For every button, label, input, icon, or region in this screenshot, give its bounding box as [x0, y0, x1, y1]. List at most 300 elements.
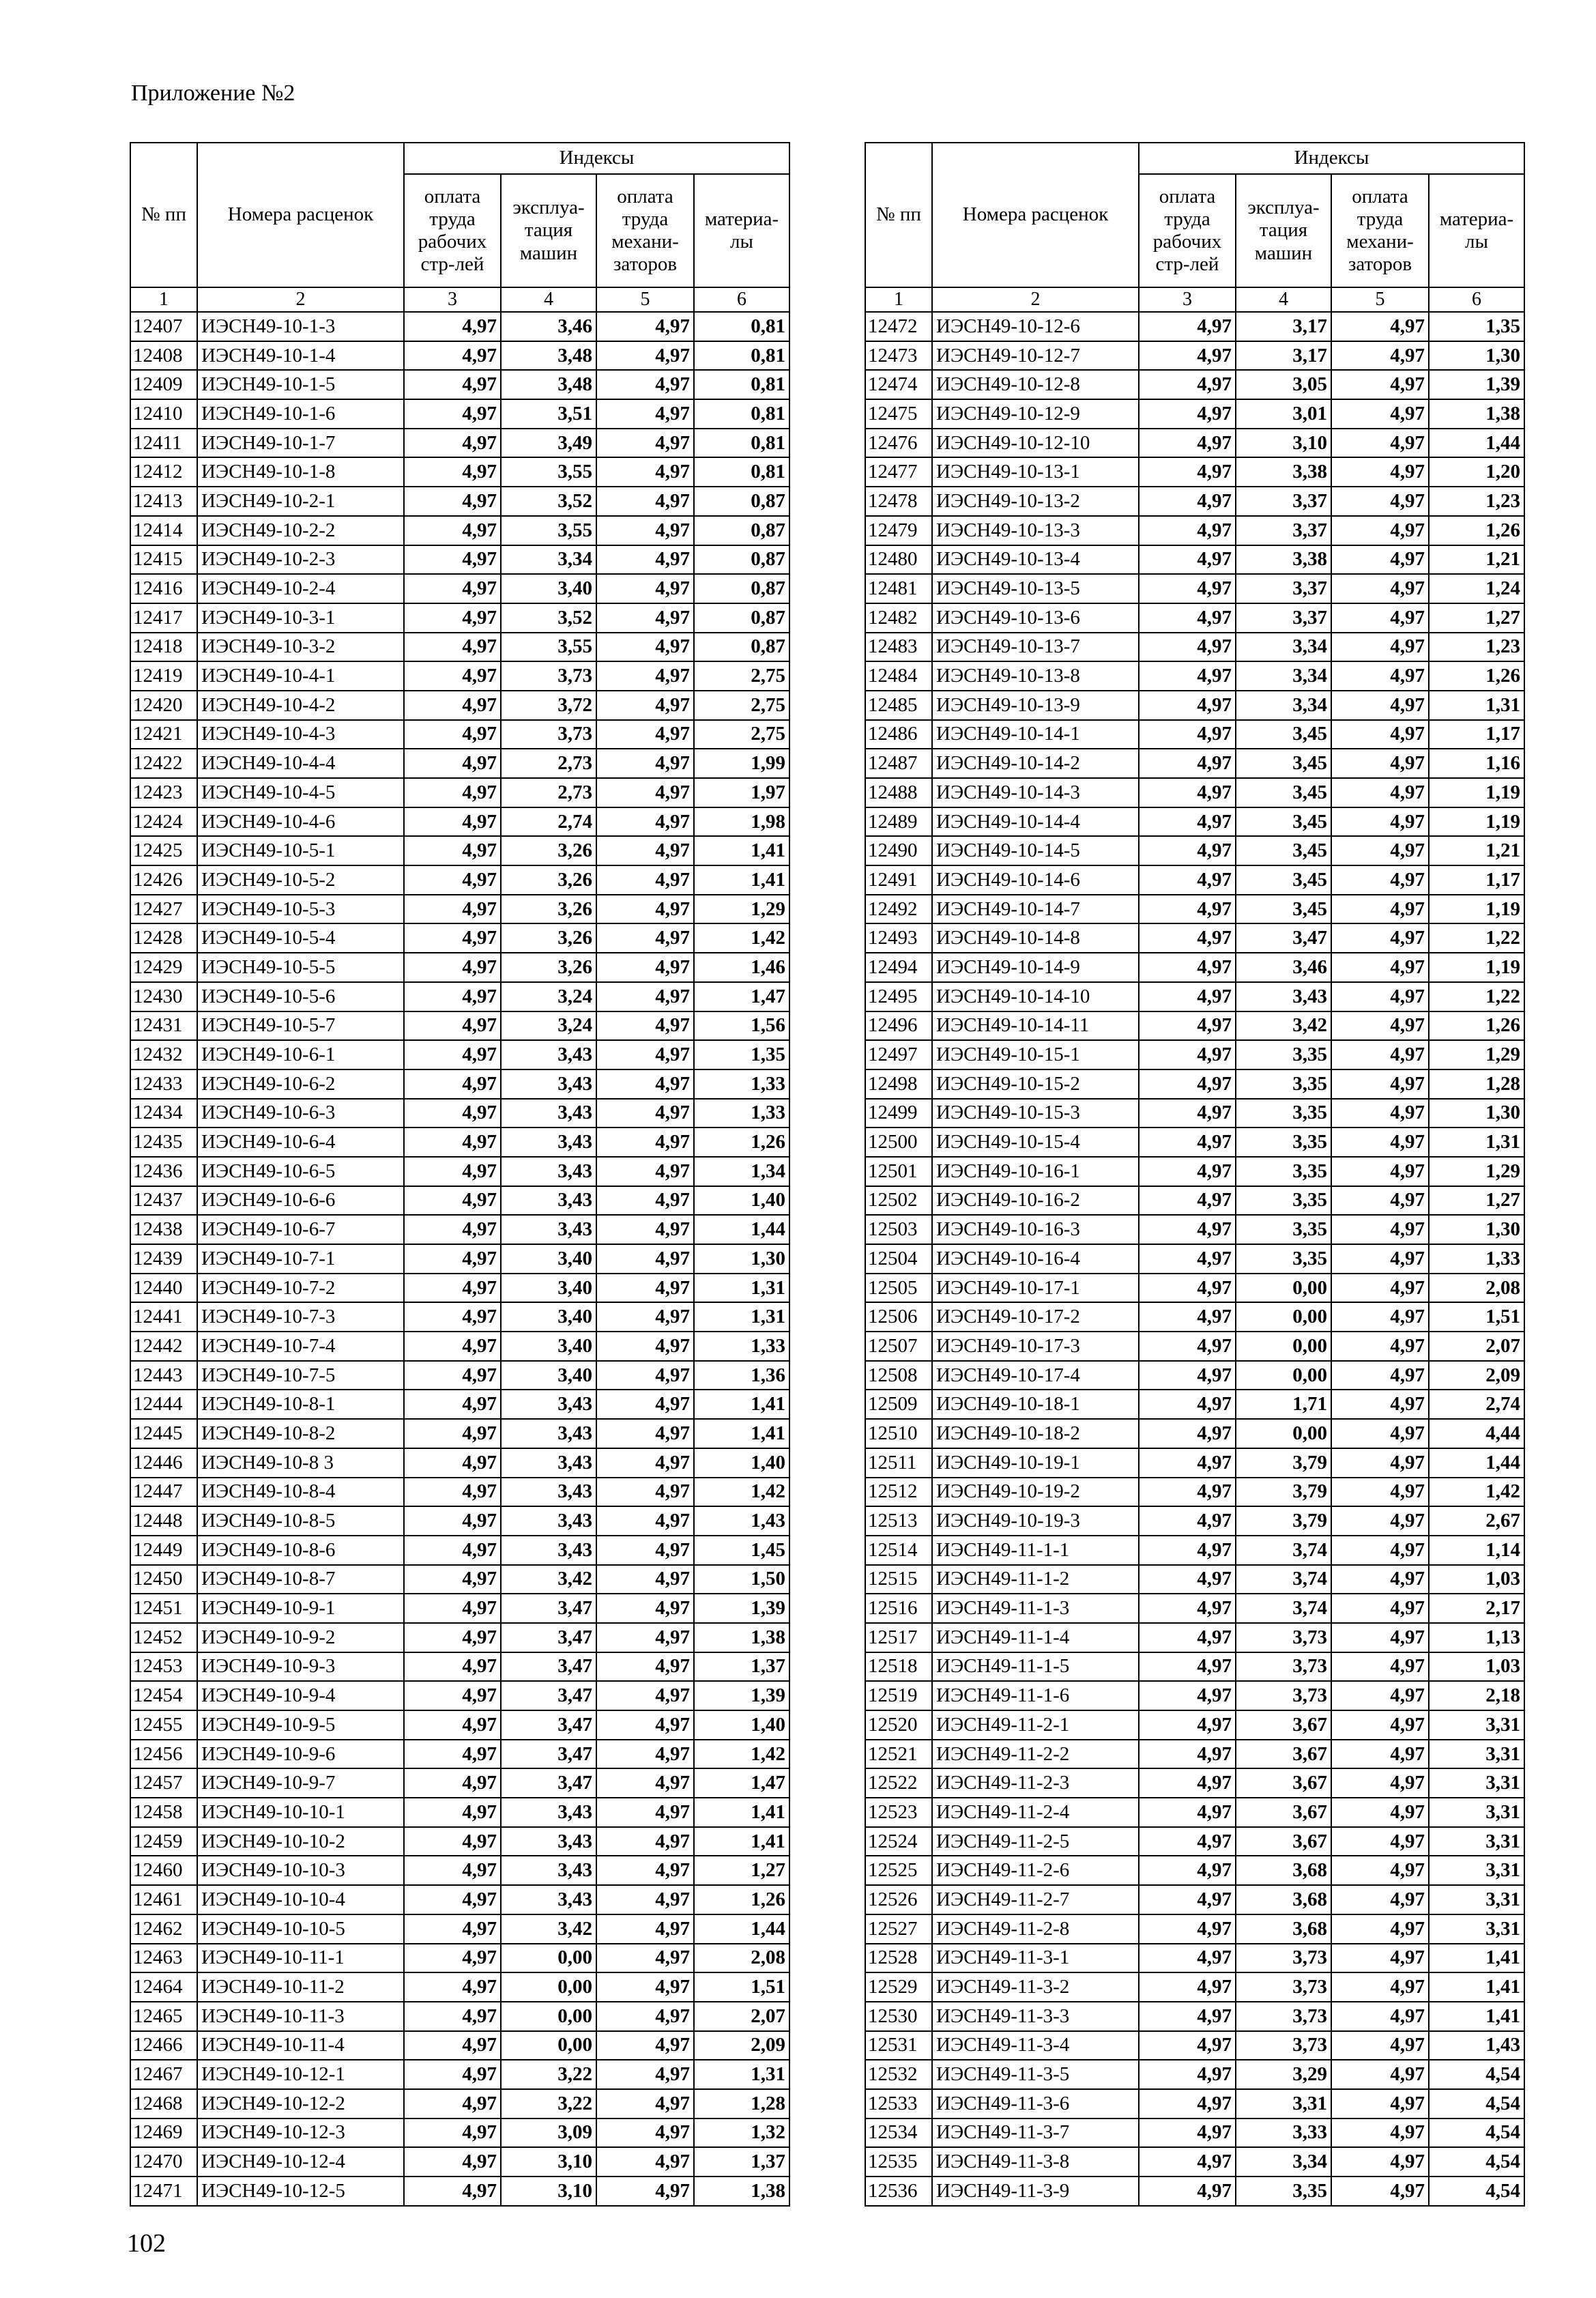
operators-pay-index: 4,97: [1331, 1448, 1429, 1478]
row-number: 12532: [865, 2060, 932, 2089]
operators-pay-index: 4,97: [1331, 1885, 1429, 1914]
table-row: [130, 895, 789, 924]
machine-ops-index: 3,35: [1236, 1157, 1331, 1186]
table-row: [130, 1448, 789, 1478]
materials-index: 1,47: [694, 982, 789, 1011]
rate-code: ИЭСН49-10-14-4: [932, 807, 1139, 837]
workers-pay-index: 4,97: [404, 807, 501, 837]
col-header-code: Номера расценок: [932, 143, 1139, 287]
materials-index: 1,24: [1429, 574, 1524, 603]
rate-code: ИЭСН49-10-13-9: [932, 691, 1139, 720]
materials-index: 3,31: [1429, 1885, 1524, 1914]
materials-index: 1,28: [1429, 1069, 1524, 1099]
rate-code: ИЭСН49-11-2-5: [932, 1827, 1139, 1856]
table-row: [865, 1710, 1524, 1740]
machine-ops-index: 3,51: [501, 399, 596, 429]
operators-pay-index: 4,97: [1331, 836, 1429, 865]
operators-pay-index: 4,97: [596, 1856, 694, 1885]
materials-index: 1,27: [1429, 603, 1524, 633]
row-number: 12487: [865, 749, 932, 778]
workers-pay-index: 4,97: [1139, 1215, 1236, 1244]
row-number: 12456: [130, 1740, 197, 1769]
table-row: [130, 2119, 789, 2148]
workers-pay-index: 4,97: [404, 1186, 501, 1216]
materials-index: 4,54: [1429, 2089, 1524, 2119]
operators-pay-index: 4,97: [1331, 1710, 1429, 1740]
rate-code: ИЭСН49-11-3-3: [932, 2002, 1139, 2031]
workers-pay-index: 4,97: [404, 1623, 501, 1652]
row-number: 12471: [130, 2177, 197, 2206]
row-number: 12517: [865, 1623, 932, 1652]
table-row: [865, 982, 1524, 1011]
rate-code: ИЭСН49-11-1-5: [932, 1652, 1139, 1682]
row-number: 12496: [865, 1011, 932, 1041]
materials-index: 1,38: [1429, 399, 1524, 429]
machine-ops-index: 3,47: [501, 1623, 596, 1652]
materials-index: 1,29: [1429, 1040, 1524, 1069]
table-row: [865, 1128, 1524, 1157]
workers-pay-index: 4,97: [404, 2147, 501, 2177]
table-row: [130, 1681, 789, 1710]
machine-ops-index: 3,22: [501, 2060, 596, 2089]
row-number: 12485: [865, 691, 932, 720]
machine-ops-index: 3,72: [501, 691, 596, 720]
workers-pay-index: 4,97: [404, 1332, 501, 1361]
materials-index: 1,39: [1429, 370, 1524, 399]
rate-code: ИЭСН49-10-13-1: [932, 457, 1139, 487]
machine-ops-index: 3,43: [501, 1419, 596, 1448]
rate-code: ИЭСН49-10-5-7: [197, 1011, 404, 1041]
workers-pay-index: 4,97: [404, 1944, 501, 1973]
rate-code: ИЭСН49-10-2-2: [197, 516, 404, 545]
col-header-materials: материа-лы: [1429, 174, 1524, 287]
workers-pay-index: 4,97: [404, 1040, 501, 1069]
machine-ops-index: 3,35: [1236, 2177, 1331, 2206]
table-row: [130, 1710, 789, 1740]
appendix-title: Приложение №2: [131, 81, 295, 106]
table-row: [865, 1332, 1524, 1361]
machine-ops-index: 3,73: [501, 661, 596, 691]
machine-ops-index: 3,26: [501, 865, 596, 895]
workers-pay-index: 4,97: [404, 633, 501, 662]
col-header-machine-ops: эксплуа-тация машин: [501, 174, 596, 287]
materials-index: 1,19: [1429, 807, 1524, 837]
table-row: [130, 1827, 789, 1856]
operators-pay-index: 4,97: [1331, 1157, 1429, 1186]
machine-ops-index: 1,71: [1236, 1390, 1331, 1419]
row-number: 12464: [130, 1972, 197, 2002]
row-number: 12534: [865, 2119, 932, 2148]
machine-ops-index: 3,24: [501, 982, 596, 1011]
workers-pay-index: 4,97: [1139, 429, 1236, 458]
row-number: 12501: [865, 1157, 932, 1186]
operators-pay-index: 4,97: [596, 1623, 694, 1652]
materials-index: 1,32: [694, 2119, 789, 2148]
machine-ops-index: 3,34: [1236, 691, 1331, 720]
machine-ops-index: 3,73: [1236, 1681, 1331, 1710]
rate-code: ИЭСН49-10-14-1: [932, 720, 1139, 749]
workers-pay-index: 4,97: [404, 749, 501, 778]
machine-ops-index: 0,00: [501, 1972, 596, 2002]
row-number: 12530: [865, 2002, 932, 2031]
table-row: [130, 691, 789, 720]
table-row: [130, 370, 789, 399]
operators-pay-index: 4,97: [1331, 2147, 1429, 2177]
machine-ops-index: 3,35: [1236, 1128, 1331, 1157]
operators-pay-index: 4,97: [596, 720, 694, 749]
workers-pay-index: 4,97: [404, 1244, 501, 1274]
table-row: [865, 865, 1524, 895]
workers-pay-index: 4,97: [404, 1274, 501, 1303]
operators-pay-index: 4,97: [1331, 1011, 1429, 1041]
row-number: 12511: [865, 1448, 932, 1478]
rate-code: ИЭСН49-10-5-4: [197, 923, 404, 953]
row-number: 12436: [130, 1157, 197, 1186]
operators-pay-index: 4,97: [1331, 1798, 1429, 1827]
machine-ops-index: 3,10: [501, 2147, 596, 2177]
table-row: [130, 1332, 789, 1361]
machine-ops-index: 3,68: [1236, 1885, 1331, 1914]
row-number: 12407: [130, 312, 197, 341]
workers-pay-index: 4,97: [404, 1215, 501, 1244]
table-row: [865, 1011, 1524, 1041]
table-row: [130, 1478, 789, 1507]
workers-pay-index: 4,97: [404, 1128, 501, 1157]
materials-index: 1,21: [1429, 836, 1524, 865]
rate-code: ИЭСН49-10-12-4: [197, 2147, 404, 2177]
row-number: 12425: [130, 836, 197, 865]
operators-pay-index: 4,97: [1331, 312, 1429, 341]
operators-pay-index: 4,97: [1331, 865, 1429, 895]
rate-code: ИЭСН49-10-12-9: [932, 399, 1139, 429]
row-number: 12417: [130, 603, 197, 633]
workers-pay-index: 4,97: [404, 836, 501, 865]
operators-pay-index: 4,97: [1331, 2060, 1429, 2089]
table-row: [865, 1944, 1524, 1973]
workers-pay-index: 4,97: [1139, 836, 1236, 865]
workers-pay-index: 4,97: [404, 429, 501, 458]
operators-pay-index: 4,97: [596, 953, 694, 982]
operators-pay-index: 4,97: [1331, 1128, 1429, 1157]
workers-pay-index: 4,97: [1139, 1361, 1236, 1390]
machine-ops-index: 3,37: [1236, 516, 1331, 545]
workers-pay-index: 4,97: [1139, 778, 1236, 807]
operators-pay-index: 4,97: [1331, 1478, 1429, 1507]
materials-index: 3,31: [1429, 1856, 1524, 1885]
row-number: 12460: [130, 1856, 197, 1885]
row-number: 12468: [130, 2089, 197, 2119]
table-row: [865, 2177, 1524, 2206]
machine-ops-index: 3,45: [1236, 865, 1331, 895]
row-number: 12414: [130, 516, 197, 545]
operators-pay-index: 4,97: [1331, 1972, 1429, 2002]
col-number: 4: [501, 287, 596, 312]
row-number: 12491: [865, 865, 932, 895]
machine-ops-index: 3,31: [1236, 2089, 1331, 2119]
rate-code: ИЭСН49-11-1-4: [932, 1623, 1139, 1652]
operators-pay-index: 4,97: [1331, 778, 1429, 807]
machine-ops-index: 3,74: [1236, 1536, 1331, 1565]
rate-code: ИЭСН49-10-14-10: [932, 982, 1139, 1011]
materials-index: 2,75: [694, 720, 789, 749]
table-row: [130, 1215, 789, 1244]
machine-ops-index: 3,34: [1236, 661, 1331, 691]
table-row: [865, 603, 1524, 633]
row-number: 12482: [865, 603, 932, 633]
machine-ops-index: 3,67: [1236, 1768, 1331, 1798]
workers-pay-index: 4,97: [404, 1419, 501, 1448]
machine-ops-index: 3,45: [1236, 807, 1331, 837]
rate-code: ИЭСН49-10-9-5: [197, 1710, 404, 1740]
table-row: [865, 1244, 1524, 1274]
workers-pay-index: 4,97: [1139, 1099, 1236, 1128]
table-row: [865, 1681, 1524, 1710]
materials-index: 0,81: [694, 399, 789, 429]
operators-pay-index: 4,97: [596, 1681, 694, 1710]
table-row: [865, 1099, 1524, 1128]
table-row: [865, 1302, 1524, 1332]
rate-code: ИЭСН49-11-3-6: [932, 2089, 1139, 2119]
materials-index: 1,29: [1429, 1157, 1524, 1186]
table-row: [865, 691, 1524, 720]
operators-pay-index: 4,97: [596, 778, 694, 807]
workers-pay-index: 4,97: [1139, 1972, 1236, 2002]
rate-code: ИЭСН49-10-13-4: [932, 545, 1139, 575]
workers-pay-index: 4,97: [1139, 953, 1236, 982]
materials-index: 1,17: [1429, 720, 1524, 749]
workers-pay-index: 4,97: [404, 312, 501, 341]
operators-pay-index: 4,97: [596, 807, 694, 837]
workers-pay-index: 4,97: [1139, 1419, 1236, 1448]
row-number: 12521: [865, 1740, 932, 1769]
materials-index: 1,42: [694, 1478, 789, 1507]
col-number: 5: [1331, 287, 1429, 312]
materials-index: 3,31: [1429, 1710, 1524, 1740]
table-row: [130, 720, 789, 749]
rate-code: ИЭСН49-10-11-1: [197, 1944, 404, 1973]
rate-code: ИЭСН49-10-14-9: [932, 953, 1139, 982]
workers-pay-index: 4,97: [1139, 1244, 1236, 1274]
row-number: 12453: [130, 1652, 197, 1682]
materials-index: 1,03: [1429, 1565, 1524, 1594]
rate-code: ИЭСН49-10-13-8: [932, 661, 1139, 691]
workers-pay-index: 4,97: [1139, 1011, 1236, 1041]
operators-pay-index: 4,97: [1331, 807, 1429, 837]
operators-pay-index: 4,97: [1331, 895, 1429, 924]
col-header-machine-ops: эксплуа-тация машин: [1236, 174, 1331, 287]
materials-index: 1,40: [694, 1710, 789, 1740]
table-row: [865, 516, 1524, 545]
machine-ops-index: 3,34: [1236, 2147, 1331, 2177]
col-header-operators-pay: оплата труда механи-заторов: [596, 174, 694, 287]
table-row: [130, 2031, 789, 2060]
materials-index: 2,09: [1429, 1361, 1524, 1390]
rate-code: ИЭСН49-11-3-8: [932, 2147, 1139, 2177]
operators-pay-index: 4,97: [1331, 487, 1429, 516]
machine-ops-index: 3,40: [501, 1274, 596, 1303]
row-number: 12516: [865, 1594, 932, 1623]
materials-index: 3,31: [1429, 1740, 1524, 1769]
row-number: 12510: [865, 1419, 932, 1448]
workers-pay-index: 4,97: [1139, 2177, 1236, 2206]
col-header-code: Номера расценок: [197, 143, 404, 287]
rate-code: ИЭСН49-10-1-8: [197, 457, 404, 487]
row-number: 12522: [865, 1768, 932, 1798]
workers-pay-index: 4,97: [1139, 399, 1236, 429]
row-number: 12494: [865, 953, 932, 982]
col-number: 3: [404, 287, 501, 312]
rate-code: ИЭСН49-10-7-2: [197, 1274, 404, 1303]
workers-pay-index: 4,97: [1139, 1478, 1236, 1507]
operators-pay-index: 4,97: [596, 1361, 694, 1390]
rate-code: ИЭСН49-10-8-1: [197, 1390, 404, 1419]
operators-pay-index: 4,97: [1331, 2002, 1429, 2031]
col-header-workers-pay: оплата труда рабочих стр-лей: [404, 174, 501, 287]
materials-index: 1,03: [1429, 1652, 1524, 1682]
row-number: 12433: [130, 1069, 197, 1099]
rate-code: ИЭСН49-10-17-2: [932, 1302, 1139, 1332]
table-row: [865, 1594, 1524, 1623]
table-row: [130, 2089, 789, 2119]
table-row: [865, 312, 1524, 341]
materials-index: 1,26: [694, 1885, 789, 1914]
rate-code: ИЭСН49-10-7-1: [197, 1244, 404, 1274]
operators-pay-index: 4,97: [596, 982, 694, 1011]
rate-code: ИЭСН49-10-2-4: [197, 574, 404, 603]
machine-ops-index: 3,43: [501, 1157, 596, 1186]
row-number: 12409: [130, 370, 197, 399]
materials-index: 1,29: [694, 895, 789, 924]
workers-pay-index: 4,97: [1139, 2031, 1236, 2060]
materials-index: 1,41: [694, 1827, 789, 1856]
table-row: [130, 836, 789, 865]
workers-pay-index: 4,97: [404, 982, 501, 1011]
machine-ops-index: 2,74: [501, 807, 596, 837]
rate-code: ИЭСН49-10-19-2: [932, 1478, 1139, 1507]
row-number: 12461: [130, 1885, 197, 1914]
operators-pay-index: 4,97: [596, 2002, 694, 2031]
operators-pay-index: 4,97: [596, 2147, 694, 2177]
table-row: [130, 1128, 789, 1157]
machine-ops-index: 0,00: [1236, 1274, 1331, 1303]
machine-ops-index: 3,43: [501, 1885, 596, 1914]
table-row: [130, 1565, 789, 1594]
materials-index: 1,28: [694, 2089, 789, 2119]
materials-index: 1,37: [694, 1652, 789, 1682]
machine-ops-index: 3,29: [1236, 2060, 1331, 2089]
row-number: 12470: [130, 2147, 197, 2177]
machine-ops-index: 3,37: [1236, 487, 1331, 516]
rate-code: ИЭСН49-10-9-4: [197, 1681, 404, 1710]
operators-pay-index: 4,97: [596, 574, 694, 603]
rate-code: ИЭСН49-11-1-1: [932, 1536, 1139, 1565]
workers-pay-index: 4,97: [1139, 370, 1236, 399]
materials-index: 2,74: [1429, 1390, 1524, 1419]
table-row: [865, 1390, 1524, 1419]
operators-pay-index: 4,97: [1331, 1332, 1429, 1361]
rate-code: ИЭСН49-11-3-4: [932, 2031, 1139, 2060]
row-number: 12478: [865, 487, 932, 516]
workers-pay-index: 4,97: [1139, 1506, 1236, 1536]
operators-pay-index: 4,97: [1331, 341, 1429, 371]
machine-ops-index: 3,26: [501, 953, 596, 982]
table-row: [865, 1506, 1524, 1536]
col-number: 2: [197, 287, 404, 312]
row-number: 12488: [865, 778, 932, 807]
table-row: [130, 633, 789, 662]
rate-code: ИЭСН49-10-9-3: [197, 1652, 404, 1682]
row-number: 12454: [130, 1681, 197, 1710]
materials-index: 1,34: [694, 1157, 789, 1186]
workers-pay-index: 4,97: [1139, 1681, 1236, 1710]
row-number: 12435: [130, 1128, 197, 1157]
materials-index: 0,87: [694, 487, 789, 516]
workers-pay-index: 4,97: [404, 2031, 501, 2060]
row-number: 12455: [130, 1710, 197, 1740]
operators-pay-index: 4,97: [1331, 1914, 1429, 1944]
materials-index: 0,87: [694, 516, 789, 545]
rate-code: ИЭСН49-10-8-6: [197, 1536, 404, 1565]
machine-ops-index: 3,35: [1236, 1040, 1331, 1069]
row-number: 12515: [865, 1565, 932, 1594]
rate-code: ИЭСН49-10-4-4: [197, 749, 404, 778]
materials-index: 0,81: [694, 429, 789, 458]
col-number: 4: [1236, 287, 1331, 312]
machine-ops-index: 0,00: [1236, 1332, 1331, 1361]
row-number: 12447: [130, 1478, 197, 1507]
table-row: [130, 1944, 789, 1973]
operators-pay-index: 4,97: [596, 661, 694, 691]
row-number: 12434: [130, 1099, 197, 1128]
table-row: [130, 2060, 789, 2089]
materials-index: 0,81: [694, 312, 789, 341]
workers-pay-index: 4,97: [404, 370, 501, 399]
machine-ops-index: 3,01: [1236, 399, 1331, 429]
materials-index: 0,87: [694, 574, 789, 603]
rate-code: ИЭСН49-10-14-6: [932, 865, 1139, 895]
materials-index: 1,41: [694, 865, 789, 895]
row-number: 12474: [865, 370, 932, 399]
rate-code: ИЭСН49-10-12-5: [197, 2177, 404, 2206]
rate-code: ИЭСН49-10-6-4: [197, 1128, 404, 1157]
machine-ops-index: 3,38: [1236, 545, 1331, 575]
machine-ops-index: 3,73: [1236, 1944, 1331, 1973]
machine-ops-index: 3,74: [1236, 1565, 1331, 1594]
table-row: [865, 2147, 1524, 2177]
row-number: 12448: [130, 1506, 197, 1536]
row-number: 12467: [130, 2060, 197, 2089]
operators-pay-index: 4,97: [1331, 1215, 1429, 1244]
operators-pay-index: 4,97: [1331, 1594, 1429, 1623]
operators-pay-index: 4,97: [1331, 1652, 1429, 1682]
workers-pay-index: 4,97: [404, 1710, 501, 1740]
table-row: [130, 312, 789, 341]
materials-index: 1,31: [1429, 1128, 1524, 1157]
row-number: 12465: [130, 2002, 197, 2031]
rate-code: ИЭСН49-10-10-1: [197, 1798, 404, 1827]
operators-pay-index: 4,97: [1331, 516, 1429, 545]
table-row: [865, 487, 1524, 516]
rate-code: ИЭСН49-10-13-5: [932, 574, 1139, 603]
materials-index: 1,46: [694, 953, 789, 982]
workers-pay-index: 4,97: [1139, 2089, 1236, 2119]
operators-pay-index: 4,97: [596, 2089, 694, 2119]
row-number: 12479: [865, 516, 932, 545]
rate-code: ИЭСН49-11-2-6: [932, 1856, 1139, 1885]
row-number: 12498: [865, 1069, 932, 1099]
workers-pay-index: 4,97: [404, 1536, 501, 1565]
operators-pay-index: 4,97: [596, 1536, 694, 1565]
